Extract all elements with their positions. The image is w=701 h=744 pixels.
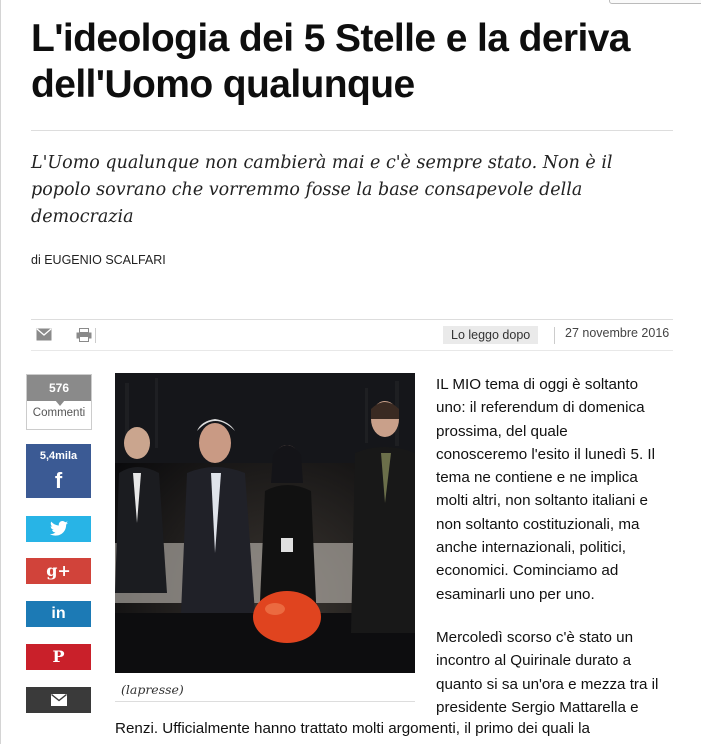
- page-left-border: [0, 0, 1, 744]
- article-byline[interactable]: di EUGENIO SCALFARI: [31, 253, 166, 267]
- article-toolbar: [31, 319, 673, 351]
- article-paragraph: IL MIO tema di oggi è soltanto uno: il referendum di domenica prossima, del quale conosceremo l'esito il lunedì 5. Il tema ne contiene e ne implica molti altri, non soltanto italiani e non soltanto costituzionali, ma anche internazionali, politici, economici. Cominciamo ad esaminarli uno per uno.: [436, 376, 656, 603]
- article-subtitle: L'Uomo qualunque non cambierà mai e c'è sempre stato. Non è il popolo sovrano che vorremmo fosse la base consapevole della democrazia: [31, 153, 613, 227]
- pinterest-share-button[interactable]: [26, 644, 91, 670]
- caption-divider: [115, 701, 415, 702]
- headline-divider: [31, 130, 673, 131]
- speech-bubble-tail: [55, 400, 65, 406]
- article-date: 27 novembre 2016: [565, 326, 670, 340]
- envelope-icon: [51, 691, 67, 708]
- googleplus-share-button[interactable]: [26, 558, 91, 584]
- article-photo[interactable]: [115, 373, 415, 673]
- comments-label: Commenti: [32, 407, 86, 419]
- twitter-share-button[interactable]: [26, 516, 91, 542]
- print-icon[interactable]: [76, 328, 92, 342]
- comments-count: 576: [27, 375, 91, 401]
- facebook-share-count: 5,4mila: [39, 450, 78, 462]
- date-separator: [554, 327, 555, 344]
- article-paragraph-continued: Renzi. Ufficialmente hanno trattato molti argomenti, il primo dei quali la: [115, 720, 590, 737]
- photo-caption: (lapresse): [121, 682, 184, 697]
- article-body: [436, 373, 676, 739]
- article-headline: L'ideologia dei 5 Stelle e la deriva dell'Uomo qualunque: [31, 17, 630, 106]
- read-later-button[interactable]: Lo leggo dopo: [443, 326, 538, 344]
- email-share-button[interactable]: [26, 687, 91, 713]
- toolbar-separator: [95, 328, 96, 343]
- googleplus-icon: g+: [46, 561, 71, 580]
- twitter-bird-icon: [50, 520, 68, 537]
- facebook-share-button[interactable]: [26, 444, 91, 498]
- facebook-icon: f: [54, 468, 63, 493]
- pinterest-icon: P: [52, 647, 65, 666]
- top-right-widget: [609, 0, 701, 4]
- politicians-on-stage-image: [115, 373, 415, 673]
- article-paragraph: Mercoledì scorso c'è stato un incontro al Quirinale durato a quanto si sa un'ora e mezza tra il presidente Sergio Mattarella e: [436, 628, 659, 716]
- mail-icon[interactable]: [36, 328, 52, 342]
- linkedin-icon: in: [51, 605, 66, 622]
- linkedin-share-button[interactable]: [26, 601, 91, 627]
- comments-button[interactable]: [26, 374, 92, 430]
